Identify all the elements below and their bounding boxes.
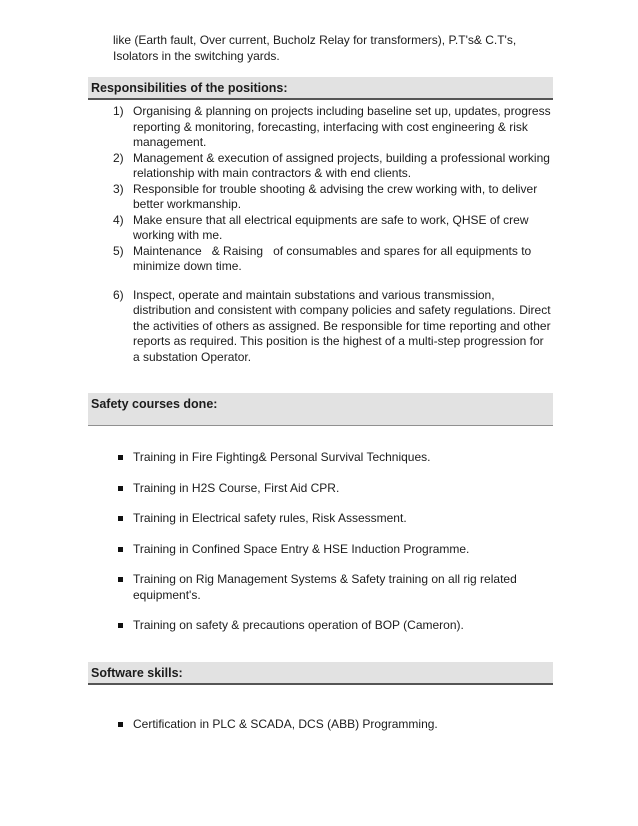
list-item <box>113 481 553 497</box>
safety-courses-list <box>113 450 553 634</box>
list-item <box>113 244 553 275</box>
intro-paragraph: like (Earth fault, Over current, Bucholz Relay for transformers), P.T's& C.T's, Isolators in the switching yards. <box>113 33 520 63</box>
list-item <box>113 618 553 634</box>
list-item <box>113 104 553 151</box>
list-item-text: Maintenance & Raising of consumables and spares for all equipments to minimize down time. <box>133 243 535 273</box>
list-item <box>113 450 553 466</box>
section-header-software-skills <box>88 662 553 685</box>
square-bullet-icon <box>118 455 123 460</box>
square-bullet-icon <box>118 486 123 491</box>
list-item-number: 5) <box>113 243 124 258</box>
list-item-text: Training in Confined Space Entry & HSE Induction Programme. <box>133 541 470 556</box>
list-item <box>113 213 553 244</box>
list-item-text: Training in H2S Course, First Aid CPR. <box>133 480 340 495</box>
list-item-number: 4) <box>113 212 124 227</box>
section-header-safety-courses <box>88 393 553 426</box>
list-item-text: Responsible for trouble shooting & advising the crew working with, to deliver better workmanship. <box>133 181 541 211</box>
list-item-text: Certification in PLC & SCADA, DCS (ABB) Programming. <box>133 716 438 731</box>
square-bullet-icon <box>118 623 123 628</box>
list-item-text: Management & execution of assigned projects, building a professional working relationship with main contractors & with end clients. <box>133 150 554 180</box>
list-item-text: Inspect, operate and maintain substations and various transmission, distribution and consistent with company policies and safety regulations. Direct the activities of others as assigned. Be responsible for time reporting and other reports as required. This position is the highest of a multi-step progression for a substation Operator. <box>133 287 554 364</box>
square-bullet-icon <box>118 577 123 582</box>
list-item-text: Training in Fire Fighting& Personal Survival Techniques. <box>133 450 431 464</box>
list-item-text: Make ensure that all electrical equipments are safe to work, QHSE of crew working with me. <box>133 212 532 242</box>
list-item-number: 1) <box>113 104 124 118</box>
list-item <box>113 542 553 558</box>
list-item-number: 6) <box>113 287 124 302</box>
software-skills-list <box>113 717 553 733</box>
list-item <box>113 717 553 733</box>
list-item-number: 3) <box>113 181 124 196</box>
section-header-responsibilities <box>88 77 553 100</box>
list-item-text: Training in Electrical safety rules, Risk Assessment. <box>133 511 407 525</box>
list-item <box>113 151 553 182</box>
list-item <box>113 511 553 527</box>
square-bullet-icon <box>118 516 123 521</box>
list-item-number: 2) <box>113 150 124 165</box>
section-title: Safety courses done: <box>91 397 218 411</box>
section-title: Responsibilities of the positions: <box>91 81 288 95</box>
list-item <box>113 572 553 603</box>
list-item <box>113 288 553 366</box>
list-item-text: Training on Rig Management Systems & Safety training on all rig related equipment's. <box>133 572 521 602</box>
responsibilities-list <box>113 104 553 365</box>
list-item <box>113 182 553 213</box>
section-title: Software skills: <box>91 665 183 680</box>
square-bullet-icon <box>118 722 123 727</box>
list-item-text: Training on safety & precautions operation of BOP (Cameron). <box>133 618 464 632</box>
list-item-text: Organising & planning on projects including baseline set up, updates, progress reporting & monitoring, forecasting, interfacing with cost engineering & risk management. <box>133 104 554 149</box>
square-bullet-icon <box>118 547 123 552</box>
